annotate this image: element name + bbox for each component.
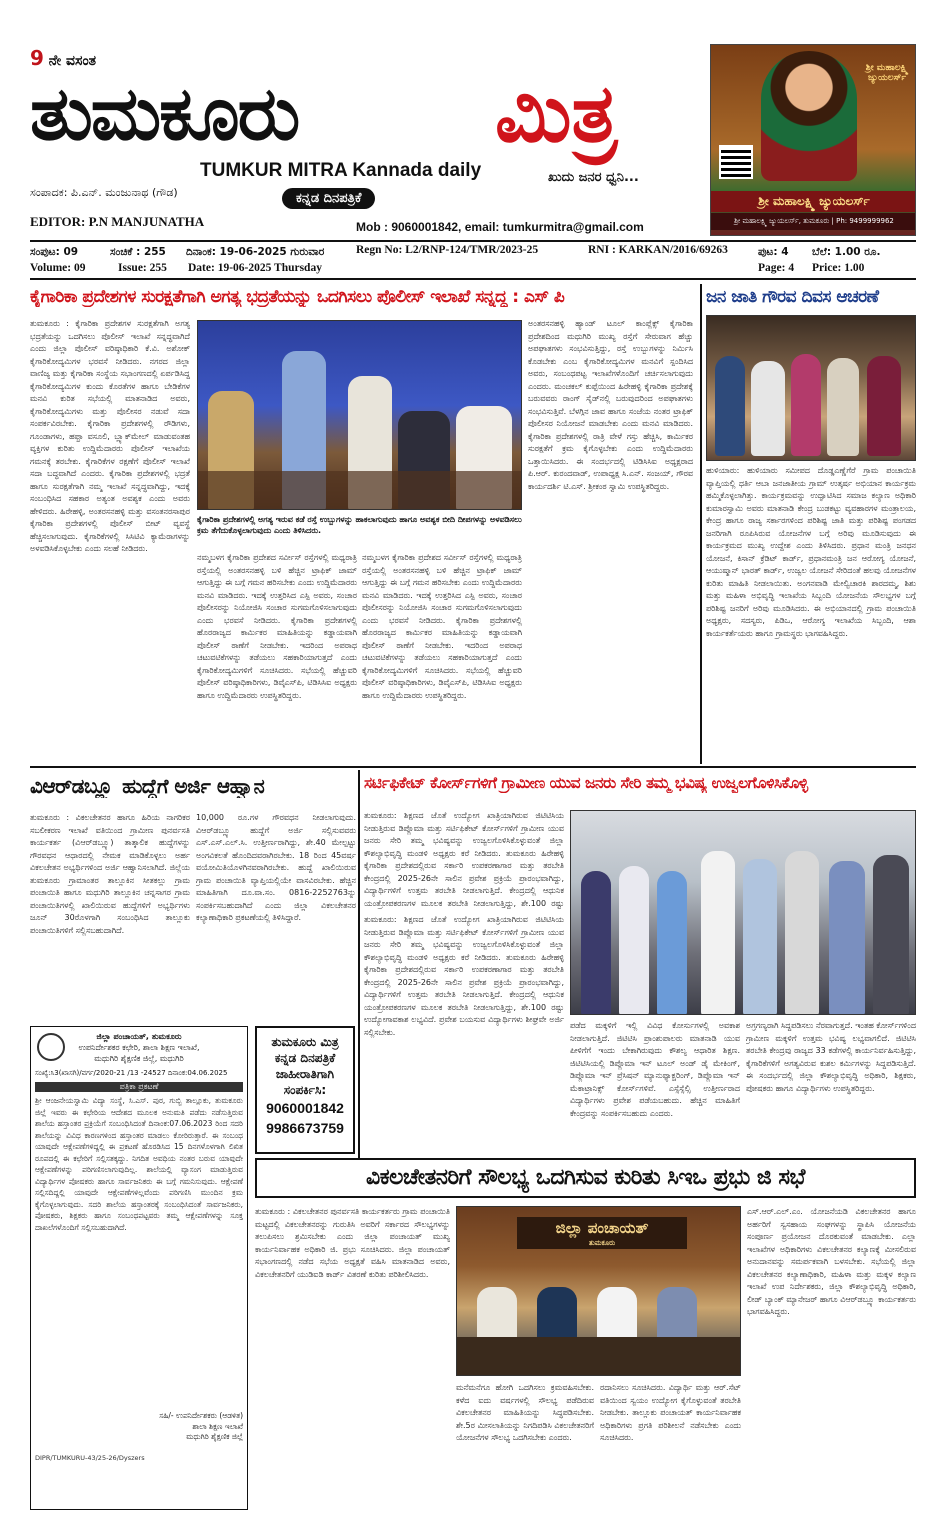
tagline: ಖುದು ಜನರ ಧ್ವನಿ... (548, 170, 639, 185)
dipr-code: DIPR/TUMKURU-43/25-26/Dyszers (35, 1453, 145, 1462)
police-col2b: ನಮ್ಮಬಳಗ ಕೈಗಾರಿಕಾ ಪ್ರದೇಶದ ಸರ್ವೀಸ್ ರಸ್ತೆಗಳಲ್ಲಿ ಮಧ್ಯರಾತ್ರಿ ರಸ್ತೆಯಲ್ಲಿ ಅಂತರಸನಹಳ್ಳಿ ಬಳಿ ಹೆಚ್ಚಿನ ಟ್ರಾಫಿಕ್ ಜಾಮ್ ಆಗುತ್ತಿದ್ದು ಈ ಬಗ್ಗೆ ಗಮನ ಹರಿಸಬೇಕು ಎಂದು ಉದ್ದಿಮೆದಾರರು ಮನವಿ ಮಾಡಿದರು. ಇದಕ್ಕೆ ಉತ್ತರಿಸಿದ ಎಸ್ಪಿ ಅವರು, ಸಂಚಾರ ಪೊಲೀಸರನ್ನು ನಿಯೋಜಿಸಿ ಸಂಚಾರ ಸುಗಮಗೊಳಿಸಲಾಗುವುದು ಎಂದು ಭರವಸೆ ನೀಡಿದರು. ಕೈಗಾರಿಕಾ ಪ್ರದೇಶಗಳಲ್ಲಿ ಹೊರರಾಜ್ಯದ ಕಾರ್ಮಿಕರ ಮಾಹಿತಿಯನ್ನು ಕಡ್ಡಾಯವಾಗಿ ಪೊಲೀಸ್ ಠಾಣೆಗೆ ನೀಡಬೇಕು. ಇದರಿಂದ ಅಪರಾಧ ಚಟುವಟಿಕೆಗಳನ್ನು ತಡೆಯಲು ಸಹಕಾರಿಯಾಗುತ್ತದೆ ಎಂದು ಕೈಗಾರಿಕೋದ್ಯಮಿಗಳಿಗೆ ಸೂಚಿಸಿದರು. ಸಭೆಯಲ್ಲಿ ಹೆಚ್ಚುವರಿ ಪೊಲೀಸ್ ವರಿಷ್ಠಾಧಿಕಾರಿಗಳು, ಡಿವೈಎಸ್‌ಪಿ, ಟಿಡಿಸಿಸಿಐ ಅಧ್ಯಕ್ಷರು ಹಾಗೂ ಉದ್ದಿಮೆದಾರರು ಉಪಸ್ಥಿತರಿದ್ದರು. (362, 553, 522, 700)
masthead-title-black: ತುಮಕೂರು (30, 71, 299, 157)
vikalachetana-col4: ಎಸ್.ಆರ್.ಎಲ್.ಎಂ. ಯೋಜನೆಯಡಿ ವಿಕಲಚೇತನರ ಹಾಗೂ ಅರ್ಹರಿಗೆ ಸ್ವಸಹಾಯ ಸಂಘಗಳನ್ನು ಸ್ಥಾಪಿಸಿ ಯೋಜನೆಯ ಸಂಪೂರ್ಣ ಪ್ರಯೋಜನ ದೊರಕುವಂತೆ ಮಾಡಬೇಕು. ಎಲ್ಲಾ ಇಲಾಖೆಗಳ ಅಧಿಕಾರಿಗಳು ವಿಕಲಚೇತನರ ಕಲ್ಯಾಣಕ್ಕೆ ಮೀಸಲಿರುವ ಅನುದಾನವನ್ನು ಸಮರ್ಪಕವಾಗಿ ಬಳಸಬೇಕು. ಸಭೆಯಲ್ಲಿ ಜಿಲ್ಲಾ ವಿಕಲಚೇತನರ ಕಲ್ಯಾಣಾಧಿಕಾರಿ, ಮಹಿಳಾ ಮತ್ತು ಮಕ್ಕಳ ಕಲ್ಯಾಣ ಇಲಾಖೆ ಉಪ ನಿರ್ದೇಶಕರು, ಜಿಲ್ಲಾ ಕೌಶಲ್ಯಾಭಿವೃದ್ಧಿ ಅಧಿಕಾರಿ, ಲೀಡ್ ಬ್ಯಾಂಕ್ ಮ್ಯಾನೇಜರ್ ಹಾಗೂ ವಿಆರ್‌ಡಬ್ಲ್ಯೂ ಕಾರ್ಯಕರ್ತರು ಭಾಗವಹಿಸಿದ್ದರು. (747, 1207, 916, 1316)
page-english: Page: 4 (758, 262, 795, 274)
editor-kannada: ಸಂಪಾದಕ: ಪಿ.ಎನ್. ಮಂಜುನಾಥ (ಗೌಡ) (30, 186, 178, 199)
vrw-col1: ತುಮಕೂರು : ವಿಕಲಚೇತನರ ಹಾಗೂ ಹಿರಿಯ ನಾಗರಿಕರ ಸಬಲೀಕರಣ ಇಲಾಖೆ ವತಿಯಿಂದ ಗ್ರಾಮೀಣ ಪುನರ್ವಸತಿ ಕಾರ್ಯಕರ್ತ (ವಿಆರ್‌ಡಬ್ಲ್ಯೂ) ತಾತ್ಕಾಲಿಕ ಹುದ್ದೆಗಳನ್ನು ಗೌರವಧನ ಆಧಾರದಲ್ಲಿ ನೇಮಕ ಮಾಡಿಕೊಳ್ಳಲು ಅರ್ಹ ವಿಕಲಚೇತನ ಅಭ್ಯರ್ಥಿಗಳಿಂದ ಅರ್ಜಿ ಆಹ್ವಾನಿಸಲಾಗಿದೆ. ಜಿಲ್ಲೆಯ ತುಮಕೂರು ಗ್ರಾಮಾಂತರ ತಾಲ್ಲೂಕಿನ ಸೀತಕಲ್ಲು ಗ್ರಾಮ ಪಂಚಾಯಿತಿ ಹಾಗೂ ಮಧುಗಿರಿ ತಾಲ್ಲೂಕಿನ ಚನ್ನಸಾಗರ ಗ್ರಾಮ ಪಂಚಾಯಿತಿಗಳಲ್ಲಿ ಖಾಲಿಯಿರುವ ಹುದ್ದೆಗಳಿಗೆ ಅಭ್ಯರ್ಥಿಗಳು ಜೂನ್ 30ರೊಳಗಾಗಿ ಸಂಬಂಧಿಸಿದ ತಾಲ್ಲೂಕು ಪಂಚಾಯಿತಿಗಳಿಗೆ ಸಲ್ಲಿಸಬಹುದಾಗಿದೆ. (30, 813, 190, 935)
hall-banner-sub: ತುಮಕೂರು (588, 1239, 616, 1247)
notice-sign1: ಸಹಿ/- ಉಪನಿರ್ದೇಶಕರು (ಆಡಳಿತ) (159, 1411, 243, 1420)
column-divider (700, 284, 702, 764)
certificate-col1: ತುಮಕೂರು: ಶಿಕ್ಷಣದ ಜೊತೆ ಉದ್ಯೋಗ ಖಾತ್ರಿಯಾಗಿರುವ ಜಿಟಿಟಿಸಿಯ ನೀಡುತ್ತಿರುವ ಡಿಪ್ಲೊಮಾ ಮತ್ತು ಸರ್ಟಿಫಿಕೇಟ್ ಕೋರ್ಸ್‌ಗಳಿಗೆ ಗ್ರಾಮೀಣ ಯುವ ಜನರು ಸೇರಿ ತಮ್ಮ ಭವಿಷ್ಯವನ್ನು ಉಜ್ವಲಗೊಳಿಸಿಕೊಳ್ಳುವಂತೆ ಜಿಲ್ಲಾ ಕೌಶಲ್ಯಾಭಿವೃದ್ಧಿ ಮಂಡಳಿ ಅಧ್ಯಕ್ಷರು ಕರೆ ನೀಡಿದರು. ತುಮಕೂರು ಹಿರೇಹಳ್ಳಿ ಕೈಗಾರಿಕಾ ಪ್ರದೇಶದಲ್ಲಿರುವ ಸರ್ಕಾರಿ ಉಪಕರಣಾಗಾರ ಮತ್ತು ತರಬೇತಿ ಕೇಂದ್ರದಲ್ಲಿ 2025-26ನೇ ಸಾಲಿನ ಪ್ರವೇಶ ಪ್ರಕ್ರಿಯೆ ಪ್ರಾರಂಭವಾಗಿದ್ದು, ವಿದ್ಯಾರ್ಥಿಗಳಿಗೆ ಉತ್ತಮ ತರಬೇತಿ ನೀಡಲಾಗುತ್ತಿದೆ. ಕೇಂದ್ರದಲ್ಲಿ ಆಧುನಿಕ ಯಂತ್ರೋಪಕರಣಗಳ ಮೂಲಕ ತರಬೇತಿ ನೀಡಲಾಗುತ್ತಿದ್ದು, ಶೇ.100 ರಷ್ಟು ಉದ್ಯೋಗಾವಕಾಶ ಲಭ್ಯವಿದೆ. ಪ್ರವೇಶ ಬಯಸುವ ವಿದ್ಯಾರ್ಥಿಗಳು ಶೀಘ್ರವೇ ಅರ್ಜಿ ಸಲ್ಲಿಸಬೇಕು. (364, 915, 564, 1037)
english-title: TUMKUR MITRA Kannada daily (200, 160, 482, 181)
government-seal-icon (37, 1033, 65, 1061)
headline-certificate[interactable]: ಸರ್ಟಿಫಿಕೇಟ್ ಕೋರ್ಸ್‌ಗಳಿಗೆ ಗ್ರಾಮೀಣ ಯುವ ಜನರು ಸೇರಿ ತಮ್ಮ ಭವಿಷ್ಯ ಉಜ್ವಲಗೊಳಿಸಿಕೊಳ್ಳಿ (364, 774, 808, 792)
certificate-col3: ಅಗ್ರಗಣ್ಯರಾಗಿ ಸಿದ್ದಪಡಿಸಲು ನೆರವಾಗುತ್ತದೆ. ಇಂತಹ ಕೋರ್ಸ್‌ಗಳಿಂದ ಗ್ರಾಮೀಣ ಮಕ್ಕಳಿಗೆ ಉತ್ತಮ ಭವಿಷ್ಯ ಲಭ್ಯವಾಗಲಿದೆ. ಜಿಟಿಟಿಸಿ ತರಬೇತಿ ಕೇಂದ್ರವು ರಾಜ್ಯದ 33 ಕಡೆಗಳಲ್ಲಿ ಕಾರ್ಯನಿರ್ವಹಿಸುತ್ತಿದ್ದು, ಕೈಗಾರಿಕೆಗಳಿಗೆ ಅಗತ್ಯವಿರುವ ಕುಶಲ ಕರ್ಮಿಗಳನ್ನು ಸಿದ್ದಪಡಿಸುತ್ತಿದೆ. ಈ ಸಂದರ್ಭದಲ್ಲಿ ಜಿಲ್ಲಾ ಕೌಶಲ್ಯಾಭಿವೃದ್ಧಿ ಅಧಿಕಾರಿ, ಶಿಕ್ಷಕರು, ಪೋಷಕರು ಹಾಗೂ ವಿದ್ಯಾರ್ಥಿಗಳು ಉಪಸ್ಥಿತರಿದ್ದರು. (746, 1021, 916, 1093)
zp-meeting-photo (456, 1206, 741, 1376)
gttc-visit-photo (570, 810, 916, 1015)
police-col2: ನಮ್ಮಬಳಗ ಕೈಗಾರಿಕಾ ಪ್ರದೇಶದ ಸರ್ವೀಸ್ ರಸ್ತೆಗಳಲ್ಲಿ ಮಧ್ಯರಾತ್ರಿ ರಸ್ತೆಯಲ್ಲಿ ಅಂತರಸನಹಳ್ಳಿ ಬಳಿ ಹೆಚ್ಚಿನ ಟ್ರಾಫಿಕ್ ಜಾಮ್ ಆಗುತ್ತಿದ್ದು ಈ ಬಗ್ಗೆ ಗಮನ ಹರಿಸಬೇಕು ಎಂದು ಉದ್ದಿಮೆದಾರರು ಮನವಿ ಮಾಡಿದರು. ಇದಕ್ಕೆ ಉತ್ತರಿಸಿದ ಎಸ್ಪಿ ಅವರು, ಸಂಚಾರ ಪೊಲೀಸರನ್ನು ನಿಯೋಜಿಸಿ ಸಂಚಾರ ಸುಗಮಗೊಳಿಸಲಾಗುವುದು ಎಂದು ಭರವಸೆ ನೀಡಿದರು. ಕೈಗಾರಿಕಾ ಪ್ರದೇಶಗಳಲ್ಲಿ ಹೊರರಾಜ್ಯದ ಕಾರ್ಮಿಕರ ಮಾಹಿತಿಯನ್ನು ಕಡ್ಡಾಯವಾಗಿ ಪೊಲೀಸ್ ಠಾಣೆಗೆ ನೀಡಬೇಕು. ಇದರಿಂದ ಅಪರಾಧ ಚಟುವಟಿಕೆಗಳನ್ನು ತಡೆಯಲು ಸಹಕಾರಿಯಾಗುತ್ತದೆ ಎಂದು ಕೈಗಾರಿಕೋದ್ಯಮಿಗಳಿಗೆ ಸೂಚಿಸಿದರು. ಸಭೆಯಲ್ಲಿ ಹೆಚ್ಚುವರಿ ಪೊಲೀಸ್ ವರಿಷ್ಠಾಧಿಕಾರಿಗಳು, ಡಿವೈಎಸ್‌ಪಿ, ಟಿಡಿಸಿಸಿಐ ಅಧ್ಯಕ್ಷರು ಹಾಗೂ ಉದ್ದಿಮೆದಾರರು ಉಪಸ್ಥಿತರಿದ್ದರು. (197, 553, 357, 700)
notice-bar: ಪತ್ರಿಕಾ ಪ್ರಕಟಣೆ (35, 1082, 243, 1093)
masthead-title-red: ಮಿತ್ರ (495, 66, 618, 160)
daily-badge: ಕನ್ನಡ ದಿನಪತ್ರಿಕೆ (282, 188, 375, 209)
advertising-promo[interactable] (255, 1026, 355, 1154)
promo-line3: ಜಾಹೀರಾತಿಗಾಗಿ (275, 1067, 335, 1081)
notice-line2: ಉಪನಿರ್ದೇಶಕರ ಕಛೇರಿ, ಶಾಲಾ ಶಿಕ್ಷಣ ಇಲಾಖೆ, (78, 1043, 200, 1052)
contact-line: Mob : 9060001842, email: tumkurmitra@gmail.com (356, 220, 644, 234)
volume-kannada: ಸಂಪುಟ: 09 (30, 246, 79, 258)
edition-label (30, 46, 96, 70)
promo-line4: ಸಂಪರ್ಕಿಸಿ: (283, 1083, 327, 1097)
janajati-event-photo (706, 315, 916, 461)
headline-vrw[interactable]: ವಿಆರ್‌ಡಬ್ಲ್ಯೂ ಹುದ್ದೆಗೆ ಅರ್ಜಿ ಆಹ್ವಾನ (30, 774, 265, 798)
notice-body: ಶ್ರೀ ಆಂಜನೇಯಸ್ವಾಮಿ ವಿದ್ಯಾ ಸಂಸ್ಥೆ, ಸಿ.ಎಸ್. ಪುರ, ಗುಬ್ಬಿ ತಾಲ್ಲೂಕು, ತುಮಕೂರು ಜಿಲ್ಲೆ ಇವರು ಈ ಕಛೇರಿಯ ಆದೇಶದ ಮೂಲಕ ಅನುಮತಿ ಪಡೆದು ನಡೆಸುತ್ತಿರುವ ಶಾಲೆಯ ಹಸ್ತಾಂತರ ಪ್ರಕ್ರಿಯೆಗೆ ಸಂಬಂಧಿಸಿದಂತೆ ದಿನಾಂಕ:07.06.2023 ರಿಂದ ಸದರಿ ಶಾಲೆಯನ್ನು ವಿವಿಧ ಕಾರಣಗಳಿಂದ ಹಸ್ತಾಂತರ ಮಾಡಲು ಕೋರಿರುತ್ತಾರೆ. ಈ ಸಂಬಂಧ ಯಾವುದೇ ಆಕ್ಷೇಪಣೆಗಳಿದ್ದಲ್ಲಿ ಈ ಪ್ರಕಟಣೆ ಹೊರಡಿಸಿದ 15 ದಿನಗಳೊಳಗಾಗಿ ಲಿಖಿತ ರೂಪದಲ್ಲಿ ಈ ಕಛೇರಿಗೆ ಸಲ್ಲಿಸತಕ್ಕದ್ದು. ನಿಗದಿತ ಅವಧಿಯ ನಂತರ ಬರುವ ಯಾವುದೇ ಆಕ್ಷೇಪಣೆಗಳನ್ನು ಪರಿಗಣಿಸಲಾಗುವುದಿಲ್ಲ. ಶಾಲೆಯಲ್ಲಿ ವ್ಯಾಸಂಗ ಮಾಡುತ್ತಿರುವ ವಿದ್ಯಾರ್ಥಿಗಳ ಪೋಷಕರು ಹಾಗೂ ಸಾರ್ವಜನಿಕರು ಈ ಬಗ್ಗೆ ಗಮನಿಸುವುದು. ಆಕ್ಷೇಪಣೆ ಸಲ್ಲಿಸದಿದ್ದಲ್ಲಿ ಯಾವುದೇ ಆಕ್ಷೇಪಣೆಗಳಿಲ್ಲವೆಂದು ಪರಿಗಣಿಸಿ ಮುಂದಿನ ಕ್ರಮ ಕೈಗೊಳ್ಳಲಾಗುವುದು. ಸದರಿ ಶಾಲೆಯ ಹಸ್ತಾಂತರಕ್ಕೆ ಸಂಬಂಧಿಸಿದಂತೆ ಸಾರ್ವಜನಿಕರು, ಪೋಷಕರು, ಶಿಕ್ಷಕರು ಹಾಗೂ ಸಂಬಂಧಪಟ್ಟವರು ತಮ್ಮ ಆಕ್ಷೇಪಣೆಗಳನ್ನು ಸೂಕ್ತ ದಾಖಲೆಗಳೊಂದಿಗೆ ಸಲ್ಲಿಸಬಹುದಾಗಿದೆ. (35, 1096, 243, 1232)
promo-line1: ತುಮಕೂರು ಮಿತ್ರ (271, 1035, 339, 1049)
vikalachetana-col1: ತುಮಕೂರು : ವಿಕಲಚೇತನರ ಪುನರ್ವಸತಿ ಕಾರ್ಯಕರ್ತರು ಗ್ರಾಮ ಪಂಚಾಯಿತಿ ಮಟ್ಟದಲ್ಲಿ ವಿಕಲಚೇತನರನ್ನು ಗುರುತಿಸಿ ಅವರಿಗೆ ಸರ್ಕಾರದ ಸೌಲಭ್ಯಗಳನ್ನು ತಲುಪಿಸಲು ಶ್ರಮಿಸಬೇಕು ಎಂದು ಜಿಲ್ಲಾ ಪಂಚಾಯತ್ ಮುಖ್ಯ ಕಾರ್ಯನಿರ್ವಾಹಕ ಅಧಿಕಾರಿ ಜಿ. ಪ್ರಭು ಸೂಚಿಸಿದರು. ಜಿಲ್ಲಾ ಪಂಚಾಯತ್ ಸಭಾಂಗಣದಲ್ಲಿ ನಡೆದ ಸಭೆಯ ಅಧ್ಯಕ್ಷತೆ ವಹಿಸಿ ಮಾತನಾಡಿದ ಅವರು, ವಿಕಲಚೇತನರಿಗೆ ಯುಡಿಐಡಿ ಕಾರ್ಡ್ ವಿತರಣೆ ಕುರಿತು ಪರಿಶೀಲಿಸಿದರು. (255, 1207, 450, 1279)
vrw-col2: 10,000 ರೂ.ಗಳ ಗೌರವಧನ ನೀಡಲಾಗುವುದು. ವಿಆರ್‌ಡಬ್ಲ್ಯೂ ಹುದ್ದೆಗೆ ಅರ್ಜಿ ಸಲ್ಲಿಸುವವರು ಎಸ್.ಎಸ್.ಎಲ್.ಸಿ. ಉತ್ತೀರ್ಣರಾಗಿದ್ದು, ಶೇ.40 ಮೇಲ್ಪಟ್ಟು ಅಂಗವಿಕಲತೆ ಹೊಂದಿದವರಾಗಿರಬೇಕು. 18 ರಿಂದ 45ವರ್ಷ ವಯೋಮಿತಿಯೊಳಗಿನವರಾಗಿರಬೇಕು. ಹುದ್ದೆ ಖಾಲಿಯಿರುವ ಗ್ರಾಮ ಪಂಚಾಯಿತಿ ವ್ಯಾಪ್ತಿಯಲ್ಲಿಯೇ ವಾಸವಿರಬೇಕು. ಹೆಚ್ಚಿನ ಮಾಹಿತಿಗಾಗಿ ದೂ.ವಾ.ಸಂ. 0816-2252763ನ್ನು ಸಂಪರ್ಕಿಸಬಹುದಾಗಿದೆ ಎಂದು ಜಿಲ್ಲಾ ವಿಕಲಚೇತನರ ಕಲ್ಯಾಣಾಧಿಕಾರಿ ಪ್ರಕಟಣೆಯಲ್ಲಿ ತಿಳಿಸಿದ್ದಾರೆ. (196, 813, 356, 922)
promo-phone1[interactable]: 9060001842 (266, 1100, 344, 1116)
issue-kannada: ಸಂಚಿಕೆ : 255 (110, 246, 166, 258)
certificate-intro: ತುಮಕೂರು: ಶಿಕ್ಷಣದ ಜೊತೆ ಉದ್ಯೋಗ ಖಾತ್ರಿಯಾಗಿರುವ ಜಿಟಿಟಿಸಿಯ ನೀಡುತ್ತಿರುವ ಡಿಪ್ಲೊಮಾ ಮತ್ತು ಸರ್ಟಿಫಿಕೇಟ್ ಕೋರ್ಸ್‌ಗಳಿಗೆ ಗ್ರಾಮೀಣ ಯುವ ಜನರು ಸೇರಿ ತಮ್ಮ ಭವಿಷ್ಯವನ್ನು ಉಜ್ವಲಗೊಳಿಸಿಕೊಳ್ಳುವಂತೆ ಜಿಲ್ಲಾ ಕೌಶಲ್ಯಾಭಿವೃದ್ಧಿ ಮಂಡಳಿ ಅಧ್ಯಕ್ಷರು ಕರೆ ನೀಡಿದರು. ತುಮಕೂರು ಹಿರೇಹಳ್ಳಿ ಕೈಗಾರಿಕಾ ಪ್ರದೇಶದಲ್ಲಿರುವ ಸರ್ಕಾರಿ ಉಪಕರಣಾಗಾರ ಮತ್ತು ತರಬೇತಿ ಕೇಂದ್ರದಲ್ಲಿ 2025-26ನೇ ಸಾಲಿನ ಪ್ರವೇಶ ಪ್ರಕ್ರಿಯೆ ಪ್ರಾರಂಭವಾಗಿದ್ದು, ವಿದ್ಯಾರ್ಥಿಗಳಿಗೆ ಉತ್ತಮ ತರಬೇತಿ ನೀಡಲಾಗುತ್ತಿದೆ. ಕೇಂದ್ರದಲ್ಲಿ ಆಧುನಿಕ ಯಂತ್ರೋಪಕರಣಗಳ ಮೂಲಕ ತರಬೇತಿ ನೀಡಲಾಗುತ್ತಿದ್ದು, ಶೇ.100 ರಷ್ಟು (364, 811, 564, 908)
janajati-body: ಹುಳಿಯಾರು: ಹುಳಿಯಾರು ಸಮೀಪದ ದೊಡ್ಡಎಣ್ಣೆಗೆರೆ ಗ್ರಾಮ ಪಂಚಾಯಿತಿ ವ್ಯಾಪ್ತಿಯಲ್ಲಿ ಧರ್ತಿ ಆಬಾ ಜನಜಾತೀಯ ಗ್ರಾಮ್ ಉತ್ಕರ್ಷ ಅಭಿಯಾನ ಕಾರ್ಯಕ್ರಮ ಹಮ್ಮಿಕೊಳ್ಳಲಾಗಿತ್ತು. ಕಾರ್ಯಕ್ರಮವನ್ನು ಉದ್ಘಾಟಿಸಿದ ಸಮಾಜ ಕಲ್ಯಾಣ ಅಧಿಕಾರಿ ಕುಮಾರಸ್ವಾಮಿ ಅವರು ಮಾತನಾಡಿ ಕೇಂದ್ರ ಬುಡಕಟ್ಟು ವ್ಯವಹಾರಗಳ ಮಂತ್ರಾಲಯ, ಕೇಂದ್ರ ಹಾಗೂ ರಾಜ್ಯ ಸರ್ಕಾರಗಳಿಂದ ಪರಿಶಿಷ್ಟ ಜಾತಿ ಮತ್ತು ಪರಿಶಿಷ್ಟ ಪಂಗಡದ ಜನರಿಗಾಗಿ ರೂಪಿಸಿರುವ ಯೋಜನೆಗಳ ಬಗ್ಗೆ ಅರಿವು ಮೂಡಿಸುವುದು ಈ ಕಾರ್ಯಕ್ರಮದ ಮುಖ್ಯ ಉದ್ದೇಶ ಎಂದು ತಿಳಿಸಿದರು. ಪ್ರಧಾನ ಮಂತ್ರಿ ಜನಧನ ಯೋಜನೆ, ಕಿಸಾನ್ ಕ್ರೆಡಿಟ್ ಕಾರ್ಡ್, ಪ್ರಧಾನಮಂತ್ರಿ ಜನ ಆರೋಗ್ಯ ಯೋಜನೆ, ಆಯುಷ್ಮಾನ್ ಭಾರತ್ ಕಾರ್ಡ್, ಉಜ್ವಲ ಯೋಜನೆ ಸೇರಿದಂತೆ ಹಲವು ಯೋಜನೆಗಳ ಕುರಿತು ಮಾಹಿತಿ ನೀಡಲಾಯಿತು. ಅಂಗನವಾಡಿ ಮೇಲ್ವಿಚಾರಕಿ ಶಾರದಮ್ಮ, ಶಿಶು ಮತ್ತು ಮಹಿಳಾ ಅಭಿವೃದ್ಧಿ ಇಲಾಖೆಯ ಸಿಬ್ಬಂದಿ ಯೋಜನೆಯ ಸೌಲಭ್ಯಗಳ ಬಗ್ಗೆ ಪರಿಶಿಷ್ಟ ಜನರಿಗೆ ಅರಿವು ಮೂಡಿಸಿದರು. ಈ ಅಭಿಯಾನದಲ್ಲಿ ಗ್ರಾಮ ಪಂಚಾಯಿತಿ ಅಧ್ಯಕ್ಷರು, ಸದಸ್ಯರು, ಪಿಡಿಒ, ಆರೋಗ್ಯ ಇಲಾಖೆಯ ಸಿಬ್ಬಂದಿ, ಆಶಾ ಕಾರ್ಯಕರ್ತೆಯರು ಹಾಗೂ ಗ್ರಾಮಸ್ಥರು ಭಾಗವಹಿಸಿದ್ದರು. (706, 466, 916, 638)
headline-police[interactable]: ಕೈಗಾರಿಕಾ ಪ್ರದೇಶಗಳ ಸುರಕ್ಷತೆಗಾಗಿ ಅಗತ್ಯ ಭದ್ರತೆಯನ್ನು ಒದಗಿಸಲು ಪೊಲೀಸ್ ಇಲಾಖೆ ಸನ್ನದ್ಧ : ಎಸ್ ಪಿ (30, 287, 565, 307)
date-english: Date: 19-06-2025 Thursday (188, 262, 322, 274)
divider (30, 278, 916, 280)
price-english: Price: 1.00 (812, 262, 865, 274)
ad-brand: ಶ್ರೀ ಮಹಾಲಕ್ಷ್ಮಿ ಜ್ಯುಯಲರ್ಸ್ (711, 191, 916, 212)
editor-english: EDITOR: P.N MANJUNATHA (30, 214, 205, 229)
police-photo-caption: ಕೈಗಾರಿಕಾ ಪ್ರದೇಶಗಳಲ್ಲಿ ಅಗತ್ಯ ಇರುವ ಕಡೆ ರಸ್ತೆ ಉಬ್ಬುಗಳನ್ನು ಹಾಕಲಾಗುವುದು ಹಾಗೂ ಅವಶ್ಯಕ ಬೀದಿ ದೀಪಗಳನ್ನು ಅಳವಡಿಸಲು ಕ್ರಮ ತೆಗೆದುಕೊಳ್ಳಲಾಗುವುದು ಎಂದು ತಿಳಿಸಿದರು. (197, 515, 522, 535)
headline-vikalachetana[interactable]: ವಿಕಲಚೇತನರಿಗೆ ಸೌಲಭ್ಯ ಒದಗಿಸುವ ಕುರಿತು ಸಿಇಒ ಪ್ರಭು ಜಿ ಸಭೆ (366, 1165, 805, 1190)
edition-number: 9 (30, 46, 44, 70)
volume-english: Volume: 09 (30, 262, 86, 274)
rni-number: RNI : KARKAN/2016/69263 (588, 244, 728, 256)
regn-number: Regn No: L2/RNP-124/TMR/2023-25 (356, 244, 539, 256)
edition-word: ನೇ ವಸಂತ (48, 53, 97, 69)
date-kannada: ದಿನಾಂಕ: 19-06-2025 ಗುರುವಾರ (186, 246, 325, 258)
column-divider (358, 770, 360, 1160)
qr-code-icon (719, 145, 753, 179)
promo-line2: ಕನ್ನಡ ದಿನಪತ್ರಿಕೆ (274, 1051, 336, 1065)
headline-janajati[interactable]: ಜನ ಜಾತಿ ಗೌರವ ದಿವಸ ಆಚರಣೆ (706, 287, 879, 307)
divider (30, 766, 916, 768)
page-kannada: ಪುಟ: 4 (758, 246, 789, 258)
police-col1: ತುಮಕೂರು : ಕೈಗಾರಿಕಾ ಪ್ರದೇಶಗಳ ಸುರಕ್ಷತೆಗಾಗಿ ಅಗತ್ಯ ಭದ್ರತೆಯನ್ನು ಒದಗಿಸಲು ಪೊಲೀಸ್ ಇಲಾಖೆ ಸನ್ನದ್ಧವಾಗಿದೆ ಎಂದು ಜಿಲ್ಲಾ ಪೊಲೀಸ್ ವರಿಷ್ಠಾಧಿಕಾರಿ ಕೆ.ವಿ. ಅಶೋಕ್ ಕೈಗಾರಿಕೋದ್ಯಮಿಗಳ ಭರವಸೆ ನೀಡಿದರು. ನಗರದ ಜಿಲ್ಲಾ ವಾಣಿಜ್ಯ ಮತ್ತು ಕೈಗಾರಿಕಾ ಸಂಸ್ಥೆಯ ಸಭಾಂಗಣದಲ್ಲಿ ಏರ್ಪಡಿಸಿದ್ದ ಕೈಗಾರಿಕೋದ್ಯಮಿಗಳ ಕುಂದು ಕೊರತೆಗಳ ಹಾಗೂ ಬೇಡಿಕೆಗಳ ಮನವಿ ಕುರಿತ ಸಭೆಯಲ್ಲಿ ಮಾತನಾಡಿದ ಅವರು, ಕೈಗಾರಿಕೋದ್ಯಮಿಗಳು ಮತ್ತು ಪೊಲೀಸರ ನಡುವೆ ಸದಾ ಸಂಪರ್ಕವಿರಬೇಕು. ಕೈಗಾರಿಕಾ ಪ್ರದೇಶಗಳಲ್ಲಿ ರೌಡಿಗಳು, ಗೂಂಡಾಗಳು, ಹಫ್ತಾ ವಸೂಲಿ, ಬ್ಲ್ಯಾಕ್‌ಮೇಲ್ ಮಾಡುವಂತಹ ವ್ಯಕ್ತಿಗಳ ಕುರಿತು ಉದ್ದಿಮೆದಾರರು ಪೊಲೀಸ್ ಇಲಾಖೆಯ ಗಮನಕ್ಕೆ ತರಬೇಕು. ಕೈಗಾರಿಕೆಗಳ ರಕ್ಷಣೆಗೆ ಪೊಲೀಸ್ ಇಲಾಖೆ ಸದಾ ಬದ್ಧವಾಗಿದೆ ಎಂದರು. ಕೈಗಾರಿಕಾ ಪ್ರದೇಶಗಳಲ್ಲಿ ಭದ್ರತೆ ಹಾಗೂ ಸುರಕ್ಷತೆಗಾಗಿ ನಮ್ಮ ಇಲಾಖೆ ಸನ್ನದ್ಧವಾಗಿದ್ದು, ಇದಕ್ಕೆ ಸಂಬಂಧಿಸಿದ ಸಹಕಾರ ಅತ್ಯಂತ ಅವಶ್ಯಕ ಎಂದು ಅವರು ಹೇಳಿದರು. ಹಿರೇಹಳ್ಳಿ, ಅಂತರಸನಹಳ್ಳಿ ಮತ್ತು ವಸಂತನರಸಾಪುರ ಕೈಗಾರಿಕಾ ಪ್ರದೇಶಗಳಲ್ಲಿ ಪೊಲೀಸ್ ಬೀಟ್ ವ್ಯವಸ್ಥೆ ಹೆಚ್ಚಿಸಲಾಗುವುದು. ಕೈಗಾರಿಕೆಗಳಲ್ಲಿ ಸಿಸಿಟಿವಿ ಕ್ಯಾಮೆರಾಗಳನ್ನು ಅಳವಡಿಸಿಕೊಳ್ಳಬೇಕು ಎಂದು ಸಲಹೆ ನೀಡಿದರು. (30, 319, 190, 553)
vikalachetana-col2: ಮನೆಮನೆಗೂ ಹೋಗಿ ಒದಗಿಸಲು ಕ್ರಮವಹಿಸಬೇಕು. ಕಳೆದ ಐದು ವರ್ಷಗಳಲ್ಲಿ ಸೌಲಭ್ಯ ಪಡೆದಿರುವ ವಿಕಲಚೇತನರ ಮಾಹಿತಿಯನ್ನು ಸಿದ್ಧಪಡಿಸಬೇಕು. ಶೇ.5ರ ಮೀಸಲಾತಿಯನ್ನು ನಿಗದಿಪಡಿಸಿ ವಿಕಲಚೇತನರಿಗೆ ಯೋಜನೆಗಳ ಸೌಲಭ್ಯ ಒದಗಿಸಬೇಕು ಎಂದರು. (456, 1383, 594, 1442)
hall-banner-text: ಜಿಲ್ಲಾ ಪಂಚಾಯತ್ (555, 1219, 649, 1237)
ad-logo-text: ಶ್ರೀ ಮಹಾಲಕ್ಷ್ಮಿ ಜ್ಯುಯಲರ್ಸ್ (865, 63, 909, 83)
hall-banner (517, 1217, 687, 1249)
jewellery-advertisement[interactable] (710, 44, 916, 236)
issue-english: Issue: 255 (118, 262, 167, 274)
notice-ref: ಸಂಖ್ಯೆ:ಸಿ3(ಖಾಸಗಿ)/ವರ್ಗ/2020-21 /13 -24527 ದಿನಾಂಕ:04.06.2025 (35, 1069, 228, 1077)
notice-line3: ಮಧುಗಿರಿ ಶೈಕ್ಷಣಿಕ ಜಿಲ್ಲೆ, ಮಧುಗಿರಿ (94, 1054, 184, 1063)
price-kannada: ಬೆಲೆ: 1.00 ರೂ. (812, 246, 881, 258)
certificate-col2: ಪಡೆದ ಮಕ್ಕಳಿಗೆ ಇಲ್ಲಿ ವಿವಿಧ ಕೋರ್ಸುಗಳಲ್ಲಿ ಅವಕಾಶ ನೀಡಲಾಗುತ್ತಿದೆ. ಜಿಟಿಟಿಸಿ ಪ್ರಾಂಶುಪಾಲರು ಮಾತನಾಡಿ ಯುವ ಪೀಳಿಗೆಗೆ ಇಂದು ಬೇಕಾಗಿರುವುದು ಕೌಶಲ್ಯ ಆಧಾರಿತ ಶಿಕ್ಷಣ. ಜಿಟಿಟಿಸಿಯಲ್ಲಿ ಡಿಪ್ಲೊಮಾ ಇನ್ ಟೂಲ್ ಅಂಡ್ ಡೈ ಮೇಕಿಂಗ್, ಡಿಪ್ಲೊಮಾ ಇನ್ ಪ್ರೆಸಿಷನ್ ಮ್ಯಾನುಫ್ಯಾಕ್ಚರಿಂಗ್, ಡಿಪ್ಲೊಮಾ ಇನ್ ಮೆಕಾಟ್ರಾನಿಕ್ಸ್ ಕೋರ್ಸ್‌ಗಳಿವೆ. ಎಸ್ಸೆಸ್ಸೆಲ್ಸಿ ಉತ್ತೀರ್ಣರಾದ ವಿದ್ಯಾರ್ಥಿಗಳು ಪ್ರವೇಶ ಪಡೆಯಬಹುದು. ಹೆಚ್ಚಿನ ಮಾಹಿತಿಗೆ ಕೇಂದ್ರವನ್ನು ಸಂಪರ್ಕಿಸಬಹುದು ಎಂದರು. (570, 1021, 740, 1118)
promo-phone2[interactable]: 9986673759 (266, 1120, 344, 1136)
vikalachetana-col3: ರದಾನಿಸಲು ಸೂಚಿಸಿದರು. ವಿದ್ಯಾರ್ಥಿ ಮತ್ತು ಆರ್.ಸೆಟ್ ವತಿಯಿಂದ ಸ್ವಯಂ ಉದ್ಯೋಗ ಕೈಗೊಳ್ಳುವಂತೆ ತರಬೇತಿ ನೀಡಬೇಕು. ತಾಲ್ಲೂಕು ಪಂಚಾಯತ್ ಕಾರ್ಯನಿರ್ವಾಹಕ ಅಧಿಕಾರಿಗಳು ಪ್ರಗತಿ ಪರಿಶೀಲನೆ ನಡೆಸಬೇಕು ಎಂದು ಸೂಚಿಸಿದರು. (600, 1383, 741, 1442)
divider (30, 240, 916, 242)
notice-sign2: ಶಾಲಾ ಶಿಕ್ಷಣ ಇಲಾಖೆ (192, 1421, 243, 1431)
ad-footer: ಶ್ರೀ ಮಹಾಲಕ್ಷ್ಮಿ ಜ್ಯುಯಲರ್ಸ್, ತುಮಕೂರು | Ph: 9499999962 (711, 213, 916, 230)
headline-box (255, 1158, 916, 1198)
public-notice (30, 1026, 248, 1510)
police-col3: ಅಂತರಸನಹಳ್ಳಿ ಹ್ಯಾಂಡ್ ಟೂಲ್ ಕಾಂಪ್ಲೆಕ್ಸ್ ಕೈಗಾರಿಕಾ ಪ್ರದೇಶದಿಂದ ಮಧುಗಿರಿ ಮುಖ್ಯ ರಸ್ತೆಗೆ ಸೇರುವಾಗ ಹೆಚ್ಚು ಅಪಘಾತಗಳು ಸಂಭವಿಸುತ್ತಿದ್ದು, ರಸ್ತೆ ಉಬ್ಬುಗಳನ್ನು ನಿರ್ಮಿಸಿ ಕೊಡಬೇಕು ಎಂಬ ಕೈಗಾರಿಕೋದ್ಯಮಿಗಳ ಮನವಿಗೆ ಸ್ಪಂದಿಸಿದ ಅವರು, ಸಂಬಂಧಪಟ್ಟ ಇಲಾಖೆಗಳೊಂದಿಗೆ ಚರ್ಚಿಸಲಾಗುವುದು ಎಂದರು. ಮಂಚಕಲ್ ಕುಪ್ಪೆಯಿಂದ ಹಿರೇಹಳ್ಳಿ ಕೈಗಾರಿಕಾ ಪ್ರದೇಶಕ್ಕೆ ಬರುವವರು ರಾಂಗ್ ಸೈಡ್‌ನಲ್ಲಿ ಬರುವುದರಿಂದ ಅಪಘಾತಗಳು ಸಂಭವಿಸುತ್ತಿವೆ. ಬೆಳಗ್ಗಿನ ಜಾವ ಹಾಗೂ ಸಂಜೆಯ ನಂತರ ಟ್ರಾಫಿಕ್ ಪೊಲೀಸರ ನಿಯೋಜನೆ ಮಾಡಬೇಕು ಎಂದು ಮನವಿ ಮಾಡಿದರು. ಕೈಗಾರಿಕಾ ಪ್ರದೇಶಗಳಲ್ಲಿ ರಾತ್ರಿ ವೇಳೆ ಗಸ್ತು ಹೆಚ್ಚಿಸಿ, ಕಾರ್ಮಿಕರ ಸುರಕ್ಷತೆಗೆ ಕ್ರಮ ಕೈಗೊಳ್ಳಬೇಕು ಎಂದು ಉದ್ದಿಮೆದಾರರು ಒತ್ತಾಯಿಸಿದರು. ಈ ಸಂದರ್ಭದಲ್ಲಿ ಟಿಡಿಸಿಸಿಐ ಅಧ್ಯಕ್ಷರಾದ ಪಿ.ಆರ್. ಕುರಂದವಾಡ್, ಉಪಾಧ್ಯಕ್ಷ ಸಿ.ಎನ್. ಸಂಜಯ್, ಗೌರವ ಕಾರ್ಯದರ್ಶಿ ಟಿ.ಎಸ್. ಶ್ರೀಕಂಠ ಸ್ವಾಮಿ ಉಪಸ್ಥಿತರಿದ್ದರು. (528, 319, 693, 491)
model-portrait (761, 51, 857, 181)
notice-line1: ಜಿಲ್ಲಾ ಪಂಚಾಯತ್, ತುಮಕೂರು (96, 1032, 182, 1041)
notice-sign3: ಮಧುಗಿರಿ ಶೈಕ್ಷಣಿಕ ಜಿಲ್ಲೆ (186, 1432, 243, 1441)
police-meeting-photo (197, 320, 522, 510)
